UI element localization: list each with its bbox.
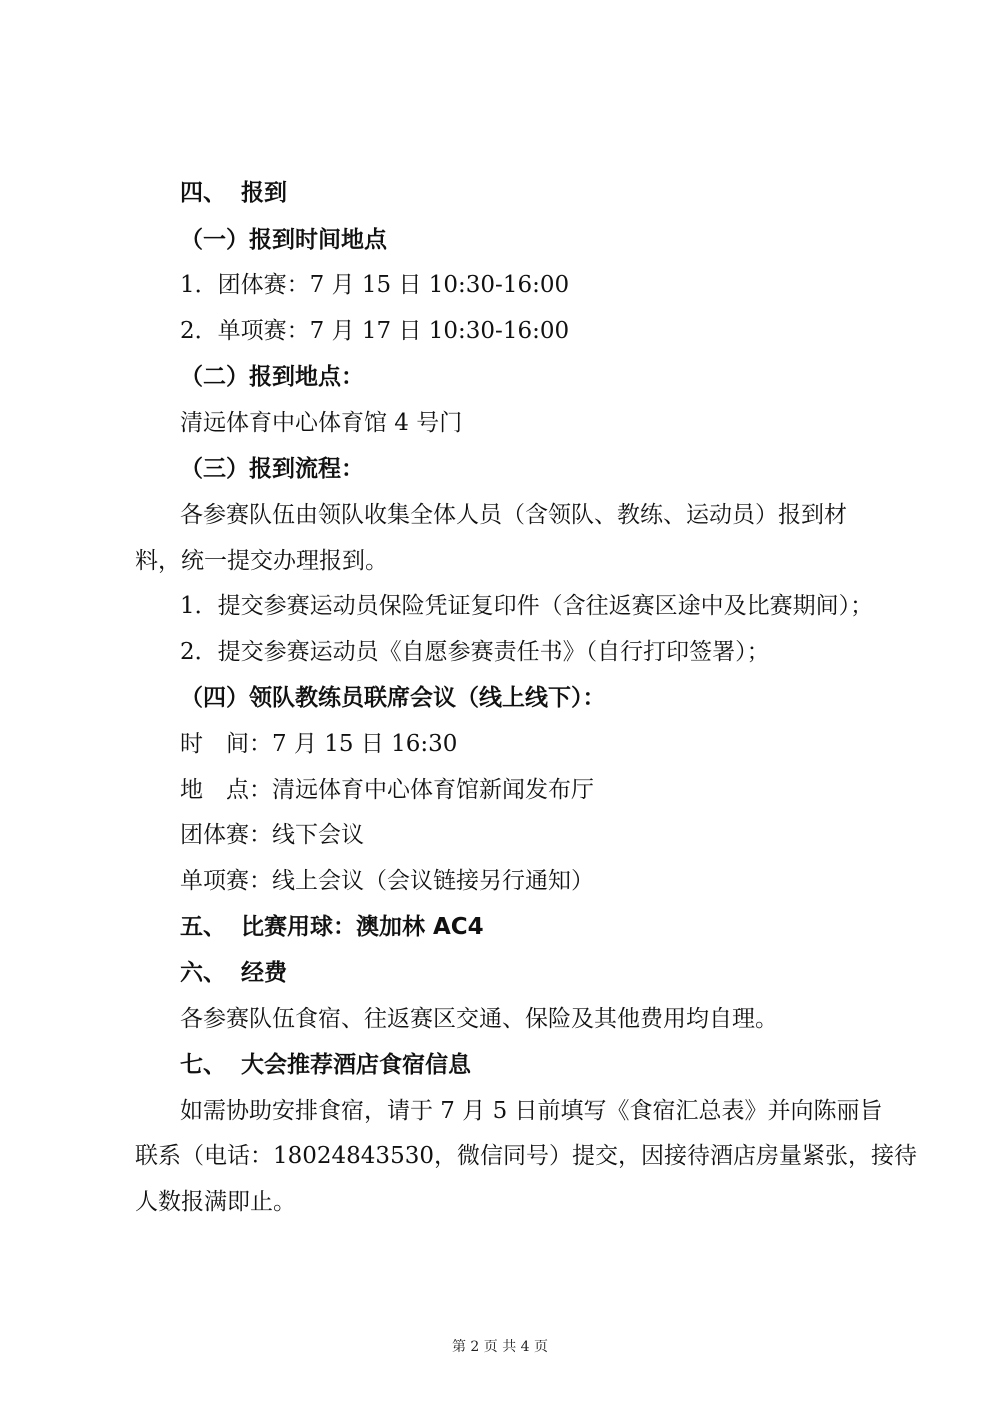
section-heading	[0, 910, 1000, 944]
paragraph	[0, 1002, 1000, 1036]
meeting-time-text: 时 间：7 月 15 日 16:30	[180, 731, 458, 757]
subsection-heading	[0, 452, 1000, 486]
team-meeting	[0, 818, 1000, 852]
paragraph-text: 人数报满即止。	[135, 1189, 296, 1215]
list-item	[0, 589, 1000, 623]
meeting-place	[0, 773, 1000, 807]
section-title: 报到	[241, 180, 287, 206]
paragraph-text: 联系（电话：18024843530，微信同号）提交，因接待酒店房量紧张，接待	[135, 1143, 917, 1169]
section-heading	[0, 956, 1000, 990]
page-footer	[0, 1335, 1000, 1359]
single-meeting-text: 单项赛：线上会议（会议链接另行通知）	[180, 868, 594, 894]
list-item	[0, 268, 1000, 302]
list-item	[0, 314, 1000, 348]
meeting-time	[0, 727, 1000, 761]
team-meeting-text: 团体赛：线下会议	[180, 822, 364, 848]
paragraph-line	[0, 1139, 1000, 1173]
paragraph-text: 各参赛队伍由领队收集全体人员（含领队、教练、运动员）报到材	[180, 502, 847, 528]
meeting-place-text: 地 点：清远体育中心体育馆新闻发布厅	[180, 777, 594, 803]
paragraph-text: 料，统一提交办理报到。	[135, 548, 388, 574]
list-item-text: 1．团体赛：7 月 15 日 10:30-16:00	[180, 272, 570, 298]
section-number: 四、	[180, 180, 226, 206]
paragraph-line	[0, 498, 1000, 532]
paragraph-line	[0, 1185, 1000, 1219]
subsection-title: （一）报到时间地点	[180, 227, 387, 253]
section-title: 比赛用球：澳加林 AC4	[241, 914, 484, 940]
venue-text: 清远体育中心体育馆 4 号门	[180, 410, 463, 436]
section-title: 经费	[241, 960, 287, 986]
paragraph-line	[0, 544, 1000, 578]
subsection-title: （三）报到流程：	[180, 456, 364, 482]
list-item	[0, 635, 1000, 669]
paragraph-text: 如需协助安排食宿，请于 7 月 5 日前填写《食宿汇总表》并向陈丽旨	[180, 1098, 883, 1124]
subsection-heading	[0, 681, 1000, 715]
section-heading	[0, 1048, 1000, 1082]
section-title: 大会推荐酒店食宿信息	[241, 1052, 471, 1078]
list-item-text: 2．单项赛：7 月 17 日 10:30-16:00	[180, 318, 570, 344]
subsection-title: （二）报到地点：	[180, 364, 364, 390]
section-number: 七、	[180, 1052, 226, 1078]
section-number: 五、	[180, 914, 226, 940]
fee-text: 各参赛队伍食宿、往返赛区交通、保险及其他费用均自理。	[180, 1006, 778, 1032]
list-item-text: 1．提交参赛运动员保险凭证复印件（含往返赛区途中及比赛期间）；	[180, 593, 874, 619]
page-number: 第 2 页 共 4 页	[451, 1339, 549, 1355]
paragraph-line	[0, 1094, 1000, 1128]
subsection-heading	[0, 360, 1000, 394]
subsection-title: （四）领队教练员联席会议（线上线下）：	[180, 685, 606, 711]
single-meeting	[0, 864, 1000, 898]
paragraph	[0, 406, 1000, 440]
section-number: 六、	[180, 960, 226, 986]
list-item-text: 2．提交参赛运动员《自愿参赛责任书》（自行打印签署）；	[180, 639, 770, 665]
subsection-heading	[0, 223, 1000, 257]
section-heading	[0, 176, 1000, 210]
